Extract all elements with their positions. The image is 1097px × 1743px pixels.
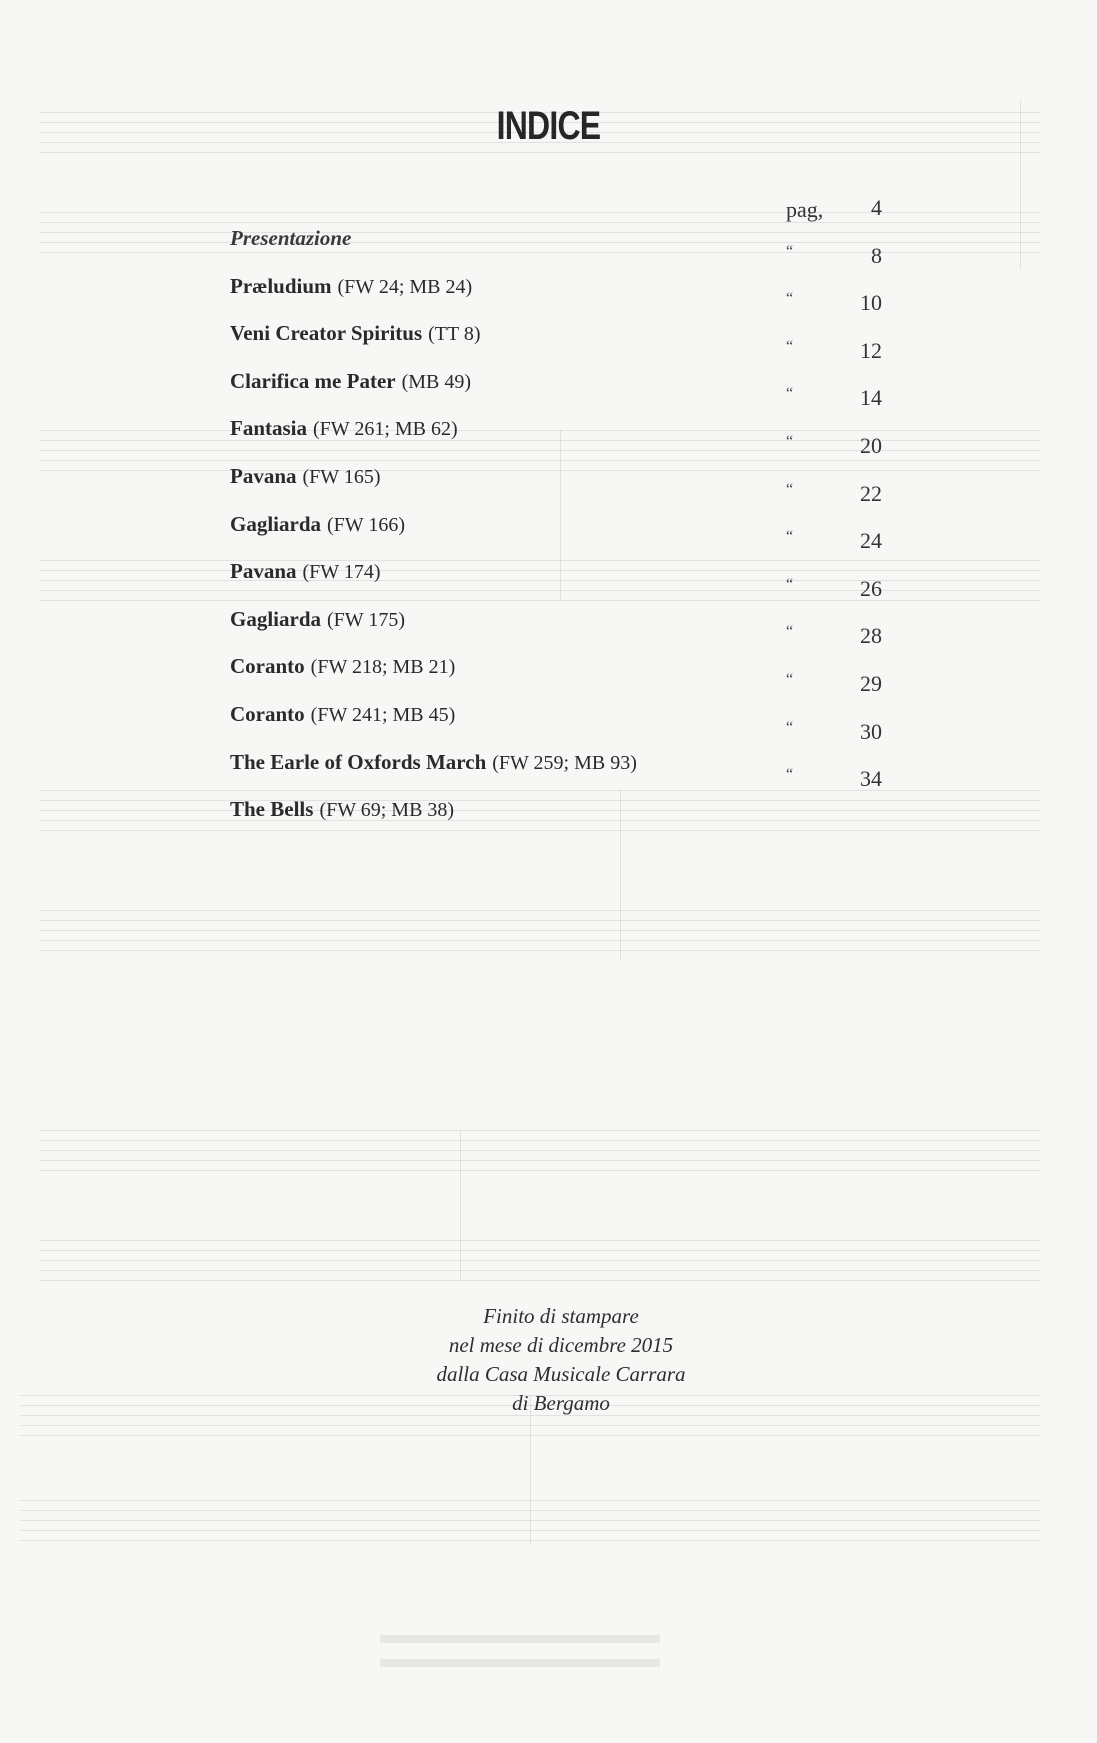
toc-entry-title: Præludium — [230, 273, 332, 298]
toc-page-number: 29 — [860, 671, 882, 696]
staff — [40, 1130, 1040, 1170]
toc-entry-title: Pavana — [230, 464, 297, 488]
toc-page-number: 28 — [860, 623, 882, 649]
page-title: INDICE — [496, 104, 601, 148]
ditto-mark: “ — [786, 337, 794, 355]
toc-entry-catalog: (FW 24; MB 24) — [337, 275, 473, 298]
toc-entry-title: Gagliarda — [230, 511, 322, 536]
toc-entry-title: Veni Creator Spiritus — [230, 321, 423, 346]
toc-entry — [230, 223, 351, 253]
pag-header-row — [0, 195, 1097, 225]
toc-entry-title: Coranto — [230, 654, 305, 679]
toc-entry-title: Coranto — [230, 702, 305, 726]
show-through-footer — [370, 1620, 670, 1682]
colophon-line: dalla Casa Musicale Carrara — [436, 1362, 686, 1386]
toc-entry-title: Fantasia — [230, 416, 308, 441]
toc-page-number: 14 — [860, 385, 882, 411]
toc-entry-catalog: (FW 166) — [327, 513, 405, 536]
toc-entry-title: The Bells — [230, 797, 314, 822]
toc-entry — [230, 747, 637, 777]
ditto-mark: “ — [786, 623, 794, 641]
ditto-mark: “ — [786, 718, 794, 736]
colophon-line: nel mese di dicembre 2015 — [448, 1333, 674, 1357]
toc-page-number: 8 — [871, 242, 882, 268]
ditto-mark: “ — [786, 433, 794, 450]
toc-entry-title: Presentazione — [230, 226, 352, 250]
ditto-mark: “ — [786, 480, 794, 498]
toc-entry — [230, 699, 455, 729]
toc-page-number: 12 — [860, 337, 882, 363]
toc-entry-catalog: (FW 165) — [302, 466, 381, 488]
toc-entry — [230, 413, 458, 443]
toc-entry — [230, 556, 380, 586]
toc-entry — [230, 794, 454, 824]
toc-entry — [230, 509, 405, 539]
barline — [460, 1130, 461, 1280]
ditto-mark: “ — [786, 385, 794, 403]
colophon — [0, 1302, 1097, 1418]
toc-entry — [230, 271, 472, 301]
toc-entry — [230, 651, 455, 681]
toc-page-number: 30 — [860, 718, 882, 744]
toc-entry-catalog: (FW 69; MB 38) — [319, 799, 455, 822]
toc-page-number: 26 — [860, 575, 882, 601]
toc-entry — [230, 318, 481, 348]
toc-entry-title: Pavana — [230, 559, 297, 584]
toc-entry-catalog: (FW 259; MB 93) — [492, 751, 637, 774]
colophon-line: di Bergamo — [512, 1391, 610, 1415]
toc-entry-title: Gagliarda — [230, 606, 322, 631]
ditto-mark: “ — [786, 242, 794, 260]
toc-entry — [230, 604, 405, 634]
toc-entry-catalog: (TT 8) — [428, 323, 481, 346]
toc-entry-catalog: (FW 174) — [302, 561, 381, 584]
staff — [40, 910, 1040, 950]
toc-entry-catalog: (MB 49) — [401, 370, 472, 393]
toc-entry — [230, 461, 380, 491]
page-label: pag, — [786, 197, 824, 222]
toc-page-number: 10 — [860, 290, 882, 316]
toc-entry-catalog: (FW 175) — [327, 608, 405, 631]
toc-entry-catalog: (FW 261; MB 62) — [313, 418, 458, 441]
toc-page-number: 22 — [860, 480, 882, 506]
toc-page-number: 24 — [860, 528, 882, 554]
staff — [20, 1500, 1040, 1540]
ditto-mark: “ — [786, 575, 794, 593]
staff — [40, 1240, 1040, 1280]
colophon-line: Finito di stampare — [483, 1304, 639, 1328]
toc-entry-catalog: (FW 218; MB 21) — [310, 656, 456, 679]
toc-page-number: 4 — [871, 195, 882, 220]
ditto-mark: “ — [786, 290, 794, 308]
toc-page-number: 34 — [860, 766, 882, 792]
toc-entry — [230, 366, 471, 396]
toc-page-number: 20 — [860, 433, 882, 458]
toc-entry-title: The Earle of Oxfords March — [230, 749, 487, 774]
ditto-mark: “ — [786, 528, 794, 546]
ditto-mark: “ — [786, 766, 794, 784]
toc-entry-catalog: (FW 241; MB 45) — [310, 704, 456, 726]
toc-entry-title: Clarifica me Pater — [230, 368, 396, 393]
ditto-mark: “ — [786, 671, 794, 688]
